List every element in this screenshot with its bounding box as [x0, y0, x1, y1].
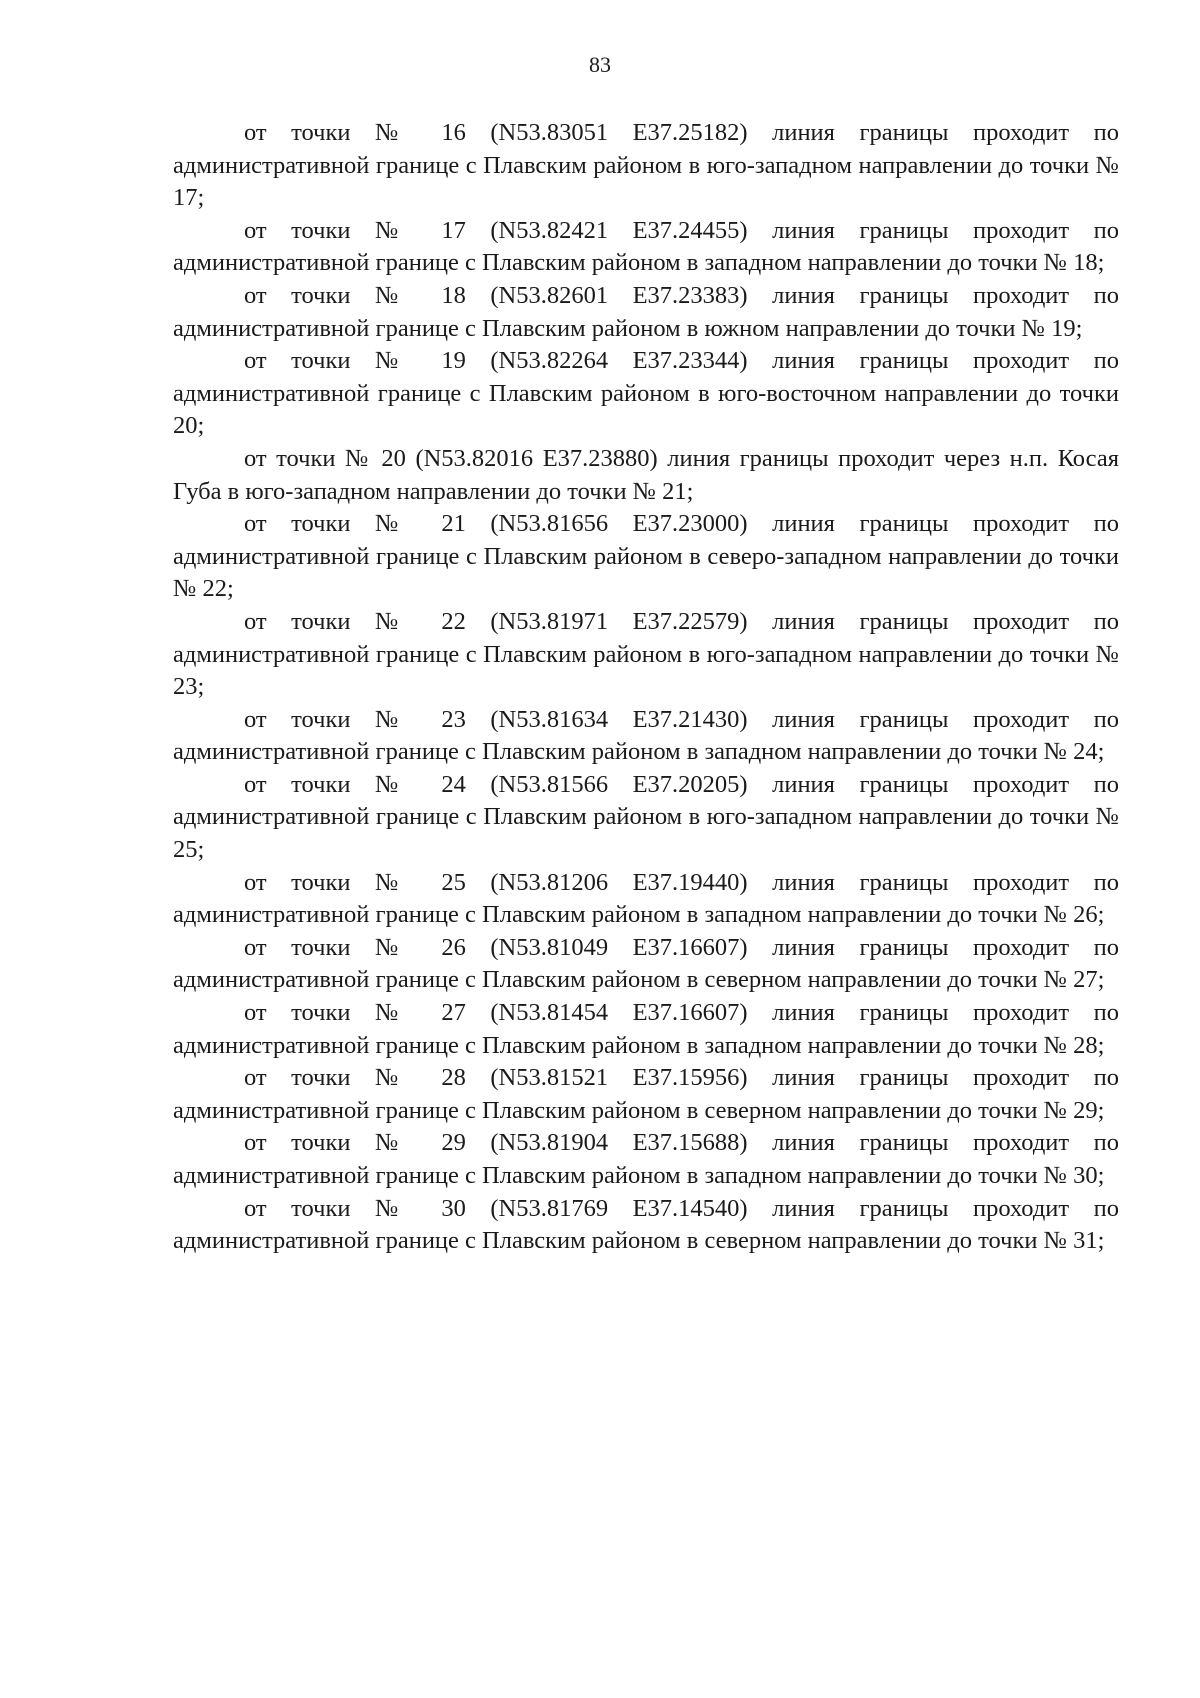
- boundary-paragraph: от точки № 30 (N53.81769 E37.14540) линия границы проходит по административной границе с Плавским районом в северном направлении до точки № 31;: [173, 1194, 1119, 1255]
- boundary-paragraph: от точки № 29 (N53.81904 E37.15688) линия границы проходит по административной границе с Плавским районом в западном направлении до точки № 30;: [173, 1129, 1119, 1189]
- boundary-paragraph: от точки № 16 (N53.83051 E37.25182) линия границы проходит по административной границе с Плавским районом в юго-западном направлении до точки № 17;: [173, 119, 1119, 212]
- boundary-paragraph: от точки № 22 (N53.81971 E37.22579) линия границы проходит по административной границе с Плавским районом в юго-западном направлении до точки № 23;: [173, 607, 1119, 701]
- page-number: 83: [589, 52, 611, 77]
- boundary-paragraph: от точки № 26 (N53.81049 E37.16607) линия границы проходит по административной границе с Плавским районом в северном направлении до точки № 27;: [173, 933, 1119, 994]
- boundary-paragraph: от точки № 17 (N53.82421 E37.24455) линия границы проходит по административной границе с Плавским районом в западном направлении до точки № 18;: [173, 216, 1119, 277]
- boundary-paragraph: от точки № 21 (N53.81656 E37.23000) линия границы проходит по административной границе с Плавским районом в северо-западном направлении до точки № 22;: [173, 510, 1119, 603]
- boundary-paragraph: от точки № 23 (N53.81634 E37.21430) линия границы проходит по административной границе с Плавским районом в западном направлении до точки № 24;: [173, 705, 1119, 766]
- boundary-paragraph: от точки № 27 (N53.81454 E37.16607) линия границы проходит по административной границе с Плавским районом в западном направлении до точки № 28;: [173, 999, 1119, 1059]
- boundary-paragraph: от точки № 20 (N53.82016 E37.23880) линия границы проходит через н.п. Косая Губа в юго-западном направлении до точки № 21;: [173, 444, 1119, 505]
- boundary-paragraph: от точки № 24 (N53.81566 E37.20205) линия границы проходит по административной границе с Плавским районом в юго-западном направлении до точки № 25;: [173, 770, 1119, 864]
- boundary-paragraph: от точки № 19 (N53.82264 E37.23344) линия границы проходит по административной границе с Плавским районом в юго-восточном направлении до точки 20;: [173, 347, 1119, 440]
- boundary-paragraph: от точки № 25 (N53.81206 E37.19440) линия границы проходит по административной границе с Плавским районом в западном направлении до точки № 26;: [173, 868, 1119, 929]
- boundary-paragraph: от точки № 28 (N53.81521 E37.15956) линия границы проходит по административной границе с Плавским районом в северном направлении до точки № 29;: [173, 1064, 1119, 1124]
- document-body: [173, 117, 1119, 1258]
- boundary-paragraph: от точки № 18 (N53.82601 E37.23383) линия границы проходит по административной границе с Плавским районом в южном направлении до точки № 19;: [173, 281, 1119, 342]
